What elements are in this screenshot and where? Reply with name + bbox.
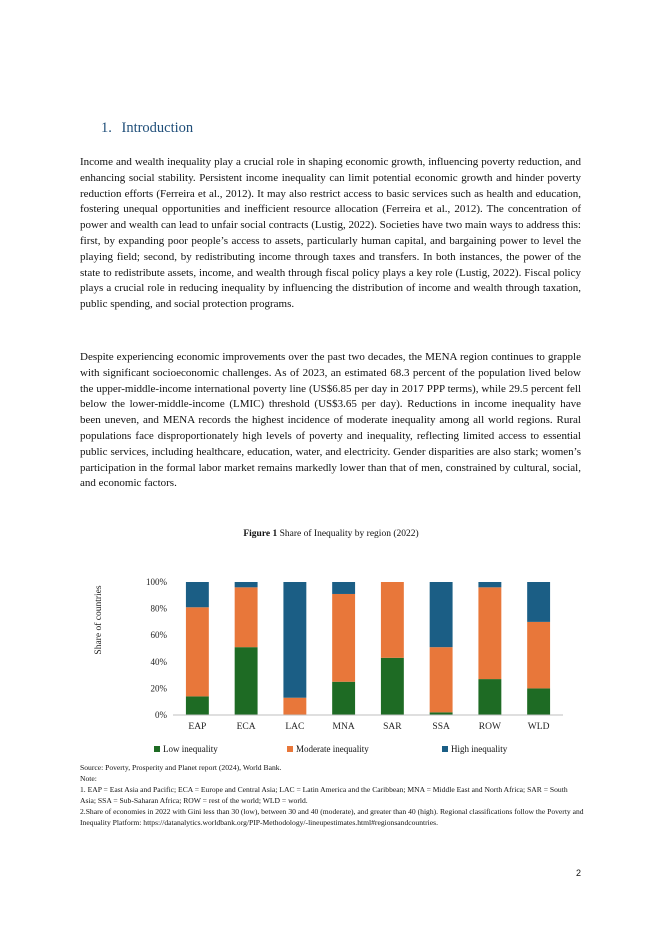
x-tick-labels [188, 722, 549, 732]
bar-segment-eca-low [235, 647, 258, 715]
bar-segment-mna-high [332, 582, 355, 594]
bar-stacks [186, 582, 550, 715]
x-tick-label: MNA [332, 722, 355, 732]
y-tick-label: 0% [155, 710, 167, 720]
bar-segment-row-low [478, 679, 501, 715]
bar-segment-mna-low [332, 682, 355, 715]
figure-source-notes [80, 762, 585, 828]
x-tick-label: LAC [285, 722, 305, 732]
bar-segment-ssa-moderate [430, 647, 453, 712]
legend-item-moderate [287, 744, 369, 754]
bar-segment-ssa-high [430, 582, 453, 647]
bar-segment-mna-moderate [332, 594, 355, 682]
y-tick-labels [146, 577, 168, 720]
paragraph-2: Despite experiencing economic improvements over the past two decades, the MENA region continues to grapple with significant socioeconomic challenges. As of 2023, an estimated 68.3 percent of the population lived below the upper-middle-income international poverty line (US$6.85 per day in 2017 PPP terms), while 29.5 percent fell below the lower-middle-income (LMIC) threshold (US$3.65 per day). Reductions in income inequality have been uneven, and MENA records the highest incidence of moderate inequality among all world regions. Rural populations face disproportionately high levels of poverty and inequality, reflecting limited access to essential public services, including healthcare, education, water, and electricity. Gender disparities are also stark; women’s participation in the formal labor market remains markedly lower than that of men, constrained by cultural, social, and economic factors. [80, 351, 581, 490]
legend-label-low: Low inequality [163, 744, 218, 754]
bar-segment-eap-high [186, 582, 209, 607]
legend-swatch-low [154, 746, 160, 752]
note-1: 1. EAP = East Asia and Pacific; ECA = Europe and Central Asia; LAC = Latin America and the Caribbean; MNA = Middle East and North Africa; SAR = South Asia; SSA = Sub-Saharan Africa; ROW = rest of the world; WLD = world. [80, 785, 568, 805]
bar-segment-wld-low [527, 688, 550, 715]
legend-swatch-moderate [287, 746, 293, 752]
note-2: 2.Share of economies in 2022 with Gini less than 30 (low), between 30 and 40 (moderate), and greater than 40 (high). Regional classifications follow the Poverty and Inequality Platform: https://datanalytics.worldbank.org/PIP-Methodology/-lineupestimates.html#regionsandcountries. [80, 807, 584, 827]
section-heading [101, 120, 193, 137]
x-tick-label: EAP [188, 722, 207, 732]
x-tick-label: SAR [383, 722, 402, 732]
source-line: Source: Poverty, Prosperity and Planet report (2024), World Bank. [80, 763, 282, 772]
legend-item-low [154, 744, 218, 754]
y-tick-label: 80% [150, 603, 167, 614]
legend-item-high [442, 744, 507, 754]
x-tick-label: WLD [527, 722, 550, 732]
figure-caption [0, 529, 662, 539]
y-tick-label: 100% [146, 577, 167, 587]
bar-segment-wld-high [527, 582, 550, 622]
legend-label-high: High inequality [451, 744, 508, 754]
x-tick-label: SSA [432, 722, 450, 732]
bar-segment-lac-high [283, 582, 306, 698]
bar-segment-eca-moderate [235, 587, 258, 647]
y-axis-title: Share of countries [94, 585, 104, 655]
page-number: 2 [576, 868, 582, 878]
bar-segment-sar-moderate [381, 582, 404, 658]
bar-segment-lac-moderate [283, 698, 306, 715]
bar-segment-sar-low [381, 658, 404, 715]
x-tick-label: ROW [478, 722, 501, 732]
bar-segment-row-high [478, 582, 501, 587]
bar-segment-row-moderate [478, 587, 501, 679]
bar-segment-eap-low [186, 696, 209, 715]
y-tick-label: 60% [150, 630, 167, 641]
bar-segment-eap-moderate [186, 607, 209, 696]
figure-label: Figure 1 [243, 529, 278, 539]
note-label: Note: [80, 774, 97, 783]
paragraph-1: Income and wealth inequality play a crucial role in shaping economic growth, influencing poverty reduction, and enhancing social stability. Persistent income inequality can limit potential economic growth and hinder poverty reduction efforts (Ferreira et al., 2012). It may also restrict access to basic services such as health and education, fostering unequal opportunities and inefficient resource allocation (Ferreira et al., 2012). The concentration of power and wealth can lead to unfair social contracts (Lustig, 2022). Societies have two main ways to address this: first, by expanding poor people’s access to assets, particularly human capital, and bargaining power to level the playing field; second, by redistributing income through taxes and transfers. In both instances, the power of the state to redistribute assets, income, and wealth through fiscal policy plays a key role (Lustig, 2022). Fiscal policy plays a crucial role in reducing inequality by influencing the distribution of income and wealth through taxation, public spending, and social protection programs. [80, 156, 581, 311]
y-tick-label: 20% [150, 683, 167, 694]
stacked-bar-chart [80, 560, 570, 740]
bar-segment-wld-moderate [527, 622, 550, 689]
y-tick-label: 40% [150, 656, 167, 667]
legend-label-moderate: Moderate inequality [296, 744, 369, 754]
section-title: Introduction [121, 120, 194, 136]
section-number: 1. [101, 120, 112, 136]
x-tick-label: ECA [236, 722, 256, 732]
legend-swatch-high [442, 746, 448, 752]
bar-segment-eca-high [235, 582, 258, 587]
figure-caption-text: Share of Inequality by region (2022) [279, 529, 419, 539]
